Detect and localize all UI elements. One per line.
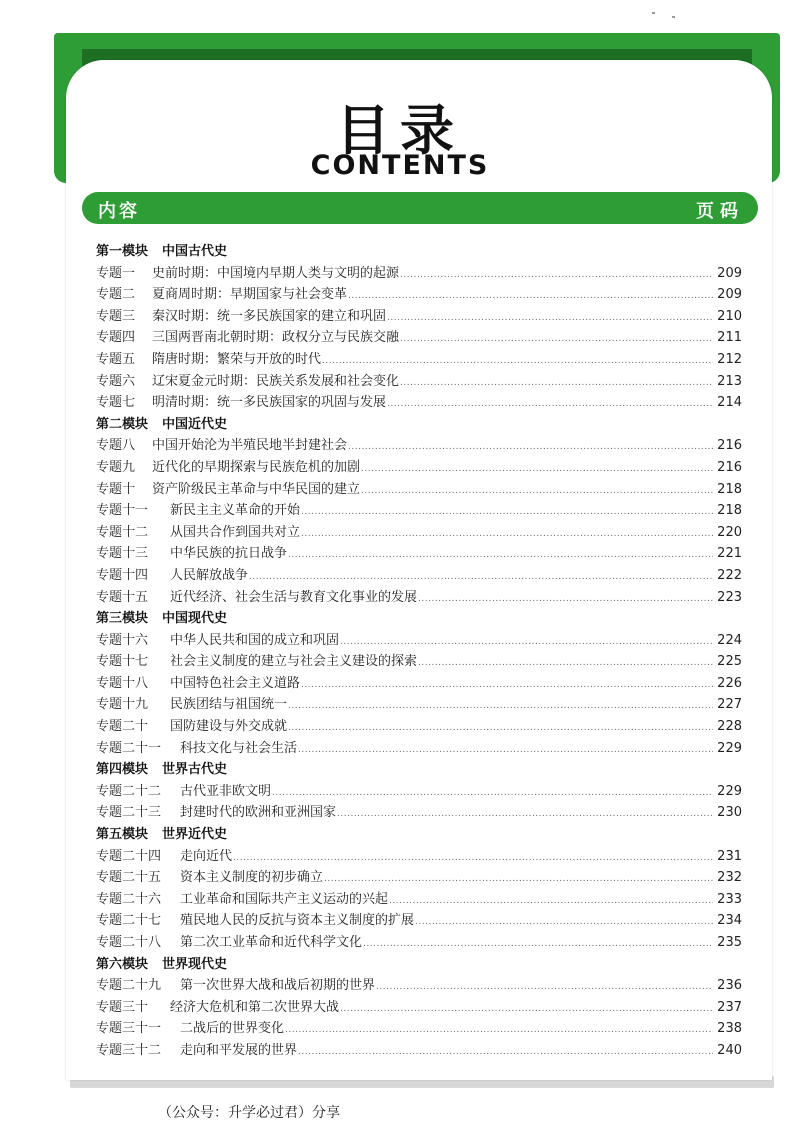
entry-label: 专题五	[96, 351, 136, 367]
toc-entry[interactable]	[96, 284, 742, 306]
entry-page-number: 237	[717, 999, 742, 1015]
entry-page-number: 213	[717, 373, 742, 389]
entry-label: 专题八	[96, 438, 136, 454]
entry-title: 第二次工业革命和近代科学文化	[180, 935, 363, 950]
entry-page-number: 209	[717, 265, 742, 281]
entry-label: 专题十三	[96, 546, 149, 562]
entry-label: 专题二十	[96, 719, 149, 735]
toc-entry[interactable]	[96, 1040, 742, 1062]
module-label: 第三模块	[96, 611, 149, 627]
entry-label: 专题二十七	[96, 913, 162, 929]
toc-entry[interactable]	[96, 522, 742, 544]
toc-entry[interactable]	[96, 932, 742, 954]
entry-title: 资产阶级民主革命与中华民国的建立	[152, 481, 361, 497]
entry-title: 殖民地人民的反抗与资本主义制度的扩展	[180, 913, 415, 929]
entry-page-number: 226	[717, 675, 742, 691]
entry-label: 专题十四	[96, 567, 149, 583]
dot-leader	[361, 459, 713, 481]
entry-label: 专题七	[96, 395, 136, 411]
dot-leader	[387, 394, 713, 416]
toc-entry[interactable]	[96, 392, 742, 414]
dot-leader	[301, 675, 713, 697]
dot-leader	[301, 524, 713, 546]
entry-label: 专题二十一	[96, 740, 162, 756]
entry-title: 夏商周时期：早期国家与社会变革	[152, 287, 348, 303]
toc-entry[interactable]	[96, 479, 742, 501]
dot-leader	[387, 308, 713, 330]
entry-title: 从国共合作到国共对立	[170, 524, 301, 540]
module-title: 中国现代史	[162, 611, 228, 627]
module-label: 第四模块	[96, 762, 149, 778]
header-page-label: 页码	[696, 201, 744, 222]
entry-label: 专题十六	[96, 632, 149, 648]
dot-leader	[418, 589, 713, 611]
dot-leader	[340, 632, 713, 654]
toc-entry[interactable]	[96, 738, 742, 760]
entry-page-number: 216	[717, 438, 742, 454]
entry-page-number: 221	[717, 546, 742, 562]
entry-page-number: 232	[717, 870, 742, 886]
module-heading[interactable]	[96, 954, 742, 976]
module-title: 中国古代史	[162, 244, 228, 259]
module-heading[interactable]	[96, 608, 742, 630]
entry-page-number: 228	[717, 719, 742, 735]
entry-label: 专题十五	[96, 589, 149, 605]
module-label: 第五模块	[96, 827, 149, 843]
entry-title: 秦汉时期：统一多民族国家的建立和巩固	[152, 308, 387, 324]
dot-leader	[337, 804, 713, 826]
entry-page-number: 240	[717, 1042, 742, 1058]
dot-leader	[363, 934, 713, 956]
dot-leader	[324, 869, 713, 891]
toc-entry[interactable]	[96, 997, 742, 1019]
dot-leader	[288, 696, 713, 718]
entry-label: 专题四	[96, 330, 136, 346]
entry-page-number: 233	[717, 891, 742, 907]
entry-label: 专题二十五	[96, 870, 162, 886]
dot-leader	[285, 1020, 713, 1042]
entry-title: 史前时期：中国境内早期人类与文明的起源	[152, 265, 400, 281]
entry-page-number: 220	[717, 524, 742, 540]
dot-leader	[288, 545, 713, 567]
entry-title: 社会主义制度的建立与社会主义建设的探索	[170, 654, 418, 670]
entry-title: 科技文化与社会生活	[180, 740, 298, 756]
entry-page-number: 225	[717, 654, 742, 670]
entry-title: 中国开始沦为半殖民地半封建社会	[152, 438, 348, 454]
entry-title: 第一次世界大战和战后初期的世界	[180, 978, 376, 994]
entry-page-number: 236	[717, 978, 742, 994]
dot-leader	[301, 502, 713, 524]
entry-title: 封建时代的欧洲和亚洲国家	[180, 805, 337, 821]
entry-page-number: 210	[717, 308, 742, 324]
header-content-label: 内容	[98, 201, 140, 222]
entry-title: 二战后的世界变化	[180, 1021, 285, 1037]
entry-label: 专题一	[96, 265, 136, 281]
toc-entry[interactable]	[96, 630, 742, 652]
table-of-contents	[96, 241, 742, 1062]
toc-entry[interactable]	[96, 565, 742, 587]
entry-page-number: 214	[717, 395, 742, 411]
entry-title: 资本主义制度的初步确立	[180, 870, 324, 886]
entry-title: 明清时期：统一多民族国家的巩固与发展	[152, 395, 387, 411]
entry-label: 专题九	[96, 459, 136, 475]
entry-label: 专题二十六	[96, 891, 162, 907]
entry-label: 专题二十八	[96, 935, 162, 950]
dot-leader	[348, 437, 713, 459]
dot-leader	[400, 329, 713, 351]
entry-page-number: 238	[717, 1021, 742, 1037]
toc-header-bar	[82, 192, 758, 224]
toc-entry[interactable]	[96, 802, 742, 824]
toc-entry[interactable]	[96, 435, 742, 457]
dot-leader	[340, 999, 713, 1021]
entry-label: 专题十九	[96, 697, 149, 713]
entry-label: 专题三	[96, 308, 136, 324]
dot-leader	[233, 848, 713, 870]
entry-label: 专题三十一	[96, 1021, 162, 1037]
entry-label: 专题二十三	[96, 805, 162, 821]
dot-leader	[348, 286, 713, 308]
entry-page-number: 230	[717, 805, 742, 821]
footer-note: （公众号：升学必过君）分享	[158, 1105, 340, 1121]
entry-title: 隋唐时期：繁荣与开放的时代	[152, 351, 322, 367]
toc-entry[interactable]	[96, 371, 742, 393]
dot-leader	[389, 891, 713, 913]
toc-entry[interactable]	[96, 263, 742, 285]
toc-entry[interactable]	[96, 1018, 742, 1040]
module-heading[interactable]	[96, 824, 742, 846]
toc-entry[interactable]	[96, 349, 742, 371]
dot-leader	[361, 481, 713, 503]
module-heading[interactable]	[96, 241, 742, 263]
entry-title: 三国两晋南北朝时期：政权分立与民族交融	[152, 330, 400, 346]
toc-entry[interactable]	[96, 694, 742, 716]
toc-entry[interactable]	[96, 673, 742, 695]
toc-entry[interactable]	[96, 651, 742, 673]
toc-entry[interactable]	[96, 457, 742, 479]
entry-page-number: 227	[717, 697, 742, 713]
toc-entry[interactable]	[96, 781, 742, 803]
entry-title: 人民解放战争	[170, 567, 249, 583]
dot-leader	[288, 718, 713, 740]
entry-title: 民族团结与祖国统一	[170, 697, 288, 713]
toc-entry[interactable]	[96, 587, 742, 609]
dot-leader	[415, 912, 713, 934]
dot-leader	[272, 783, 713, 805]
entry-title: 中华人民共和国的成立和巩固	[170, 632, 340, 648]
entry-page-number: 235	[717, 935, 742, 950]
toc-entry[interactable]	[96, 543, 742, 565]
entry-title: 近代化的早期探索与民族危机的加剧	[152, 459, 361, 475]
module-title: 世界近代史	[162, 827, 228, 843]
module-label: 第六模块	[96, 956, 149, 972]
entry-label: 专题二十四	[96, 848, 162, 864]
entry-label: 专题十一	[96, 503, 149, 519]
entry-title: 工业革命和国际共产主义运动的兴起	[180, 891, 389, 907]
module-label: 第一模块	[96, 244, 149, 259]
entry-label: 专题十七	[96, 654, 149, 670]
toc-entry[interactable]	[96, 975, 742, 997]
page-subtitle: CONTENTS	[310, 150, 490, 181]
toc-entry[interactable]	[96, 846, 742, 868]
entry-title: 近代经济、社会生活与教育文化事业的发展	[170, 589, 418, 605]
dot-leader	[249, 567, 713, 589]
scan-speck	[672, 16, 675, 18]
dot-leader	[376, 977, 713, 999]
toc-entry[interactable]	[96, 306, 742, 328]
dot-leader	[298, 1042, 713, 1064]
dot-leader	[400, 373, 713, 395]
entry-title: 中华民族的抗日战争	[170, 546, 288, 562]
dot-leader	[322, 351, 713, 373]
entry-page-number: 209	[717, 287, 742, 303]
module-title: 中国近代史	[162, 416, 228, 432]
entry-page-number: 224	[717, 632, 742, 648]
entry-label: 专题三十二	[96, 1042, 162, 1058]
toc-entry[interactable]	[96, 500, 742, 522]
module-heading[interactable]	[96, 414, 742, 436]
toc-entry[interactable]	[96, 867, 742, 889]
entry-page-number: 218	[717, 481, 742, 497]
entry-title: 走向近代	[180, 848, 233, 864]
entry-label: 专题六	[96, 373, 136, 389]
page-title: 目录	[336, 99, 464, 162]
module-heading[interactable]	[96, 759, 742, 781]
entry-label: 专题二十九	[96, 978, 162, 994]
entry-label: 专题十二	[96, 524, 149, 540]
entry-title: 辽宋夏金元时期：民族关系发展和社会变化	[152, 373, 400, 389]
entry-label: 专题十八	[96, 675, 149, 691]
entry-title: 古代亚非欧文明	[180, 783, 272, 799]
module-title: 世界现代史	[162, 956, 228, 972]
toc-entry[interactable]	[96, 889, 742, 911]
entry-page-number: 211	[717, 330, 742, 346]
dot-leader	[418, 653, 713, 675]
dot-leader	[400, 265, 713, 287]
entry-label: 专题十	[96, 481, 136, 497]
entry-page-number: 234	[717, 913, 742, 929]
entry-label: 专题二十二	[96, 783, 162, 799]
entry-title: 新民主主义革命的开始	[170, 503, 301, 519]
entry-title: 走向和平发展的世界	[180, 1042, 298, 1058]
dot-leader	[298, 740, 713, 762]
scan-speck	[652, 12, 655, 14]
frame-top-band	[54, 33, 780, 49]
entry-page-number: 216	[717, 459, 742, 475]
entry-page-number: 229	[717, 740, 742, 756]
toc-entry[interactable]	[96, 327, 742, 349]
entry-page-number: 212	[717, 351, 742, 367]
entry-page-number: 231	[717, 848, 742, 864]
entry-page-number: 229	[717, 783, 742, 799]
entry-title: 国防建设与外交成就	[170, 719, 288, 735]
entry-page-number: 223	[717, 589, 742, 605]
toc-entry[interactable]	[96, 910, 742, 932]
entry-label: 专题三十	[96, 999, 149, 1015]
entry-page-number: 218	[717, 503, 742, 519]
entry-label: 专题二	[96, 287, 136, 303]
module-label: 第二模块	[96, 416, 149, 432]
toc-entry[interactable]	[96, 716, 742, 738]
entry-title: 经济大危机和第二次世界大战	[170, 999, 340, 1015]
entry-page-number: 222	[717, 567, 742, 583]
module-title: 世界古代史	[162, 762, 228, 778]
entry-title: 中国特色社会主义道路	[170, 675, 301, 691]
